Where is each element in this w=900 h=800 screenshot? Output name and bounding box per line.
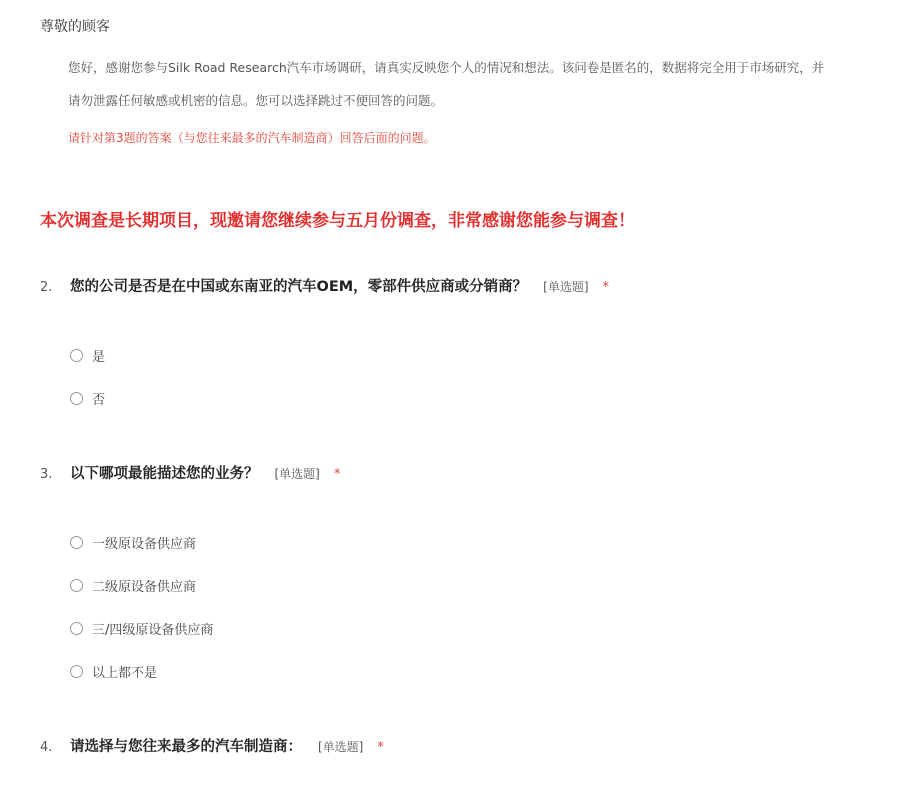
greeting: 尊敬的顾客	[40, 19, 110, 35]
option-label[interactable]: 二级原设备供应商	[92, 580, 197, 595]
radio-button[interactable]	[70, 665, 83, 678]
required-marker: *	[602, 280, 610, 295]
option-q2-no[interactable]	[70, 389, 105, 408]
question-type-badge: [单选题]	[318, 740, 364, 754]
question-type-badge: [单选题]	[543, 280, 589, 294]
question-number: 2.	[40, 280, 53, 295]
question-text: 以下哪项最能描述您的业务？	[70, 466, 259, 482]
radio-button[interactable]	[70, 622, 83, 635]
question-2	[40, 275, 609, 296]
option-label[interactable]: 否	[92, 393, 106, 408]
radio-button[interactable]	[70, 349, 83, 362]
question-4	[40, 735, 384, 756]
survey-headline: 本次调查是长期项目，现邀请您继续参与五月份调查，非常感谢您能参与调查！	[40, 211, 635, 231]
option-q3-tier3-4[interactable]	[70, 619, 213, 638]
option-q3-tier2[interactable]	[70, 576, 196, 595]
option-q3-none[interactable]	[70, 662, 157, 681]
radio-button[interactable]	[70, 579, 83, 592]
question-text: 请选择与您往来最多的汽车制造商：	[70, 739, 302, 755]
option-label[interactable]: 以上都不是	[92, 666, 158, 681]
question-number: 4.	[40, 740, 53, 755]
radio-button[interactable]	[70, 392, 83, 405]
intro-line-2: 请勿泄露任何敏感或机密的信息。您可以选择跳过不便回答的问题。	[68, 93, 444, 108]
question-3	[40, 462, 340, 483]
option-q3-tier1[interactable]	[70, 533, 196, 552]
option-label[interactable]: 三/四级原设备供应商	[92, 623, 214, 638]
radio-button[interactable]	[70, 536, 83, 549]
option-label[interactable]: 是	[92, 350, 106, 365]
question-text: 您的公司是否是在中国或东南亚的汽车OEM，零部件供应商或分销商？	[70, 279, 528, 295]
question-number: 3.	[40, 467, 53, 482]
instruction-note: 请针对第3题的答案（与您往来最多的汽车制造商）回答后面的问题。	[68, 131, 436, 145]
option-label[interactable]: 一级原设备供应商	[92, 537, 197, 552]
question-type-badge: [单选题]	[274, 467, 320, 481]
option-q2-yes[interactable]	[70, 346, 105, 365]
required-marker: *	[333, 467, 341, 482]
required-marker: *	[377, 740, 384, 755]
intro-line-1: 您好，感谢您参与Silk Road Research汽车市场调研，请真实反映您个人的情况和想法。该问卷是匿名的，数据将完全用于市场研究，并	[68, 60, 825, 75]
